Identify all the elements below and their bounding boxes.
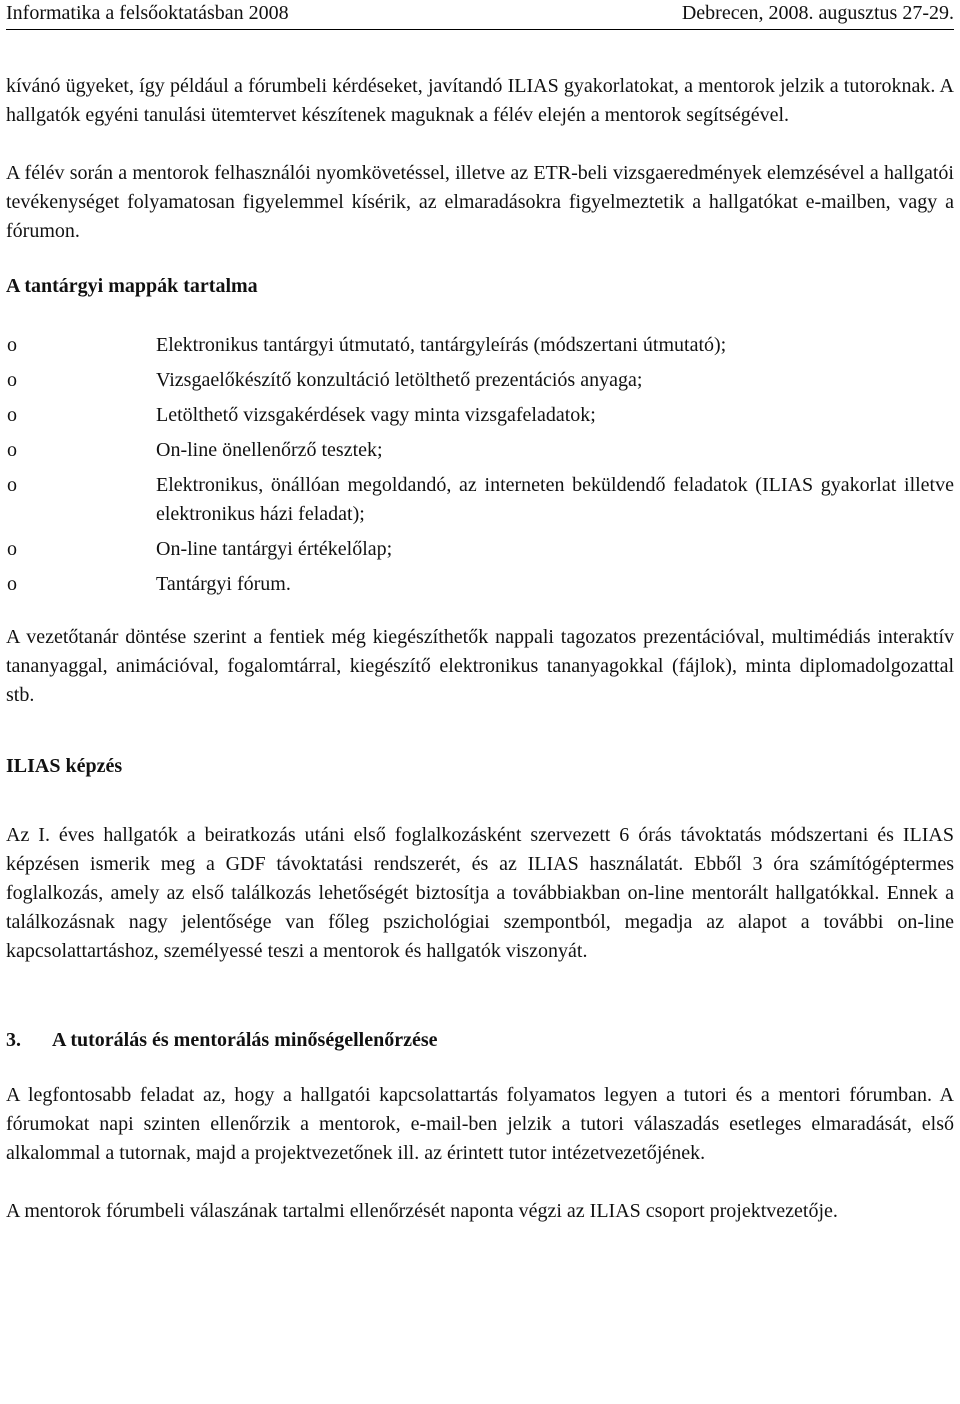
list-item-text: Letölthető vizsgakérdések vagy minta vizsgafeladatok; (156, 404, 596, 426)
paragraph-mentor-tracking: A félév során a mentorok felhasználói nyomkövetéssel, illetve az ETR-beli vizsgaeredmények elemzésével a hallgatói tevékenységet folyamatosan figyelemmel kísérik, az elmaradásokra figyelmeztetik a hallgatókat e-mailben, vagy a fórumon. (6, 162, 954, 242)
header-location-date: Debrecen, 2008. augusztus 27-29. (681, 2, 954, 24)
list-item-text: Elektronikus, önállóan megoldandó, az interneten beküldendő feladatok (ILIAS gyakorlat illetve elektronikus házi feladat); (156, 474, 954, 525)
list-item (6, 401, 954, 430)
section-title: A tutorálás és mentorálás minőségellenőrzése (52, 1029, 438, 1051)
list-item (6, 436, 954, 465)
bullet-marker: o (7, 369, 17, 391)
list-item-text: Vizsgaelőkészítő konzultáció letölthető prezentációs anyaga; (156, 369, 643, 391)
paragraph-continuation: kívánó ügyeket, így például a fórumbeli kérdéseket, javítandó ILIAS gyakorlatokat, a mentorok jelzik a tutoroknak. A hallgatók egyéni tanulási ütemtervet készítenek maguknak a félév elején a mentorok segítségével. (6, 75, 954, 126)
heading-quality-control (6, 1026, 954, 1055)
bullet-marker: o (7, 439, 17, 461)
paragraph-content-review: A mentorok fórumbeli válaszának tartalmi ellenőrzését naponta végzi az ILIAS csoport projektvezetője. (6, 1200, 838, 1222)
list-item (6, 471, 954, 529)
list-item (6, 331, 954, 360)
list-item (6, 570, 954, 599)
document-body (6, 72, 954, 1226)
header-conference-title: Informatika a felsőoktatásban 2008 (6, 2, 289, 24)
bullet-marker: o (7, 538, 17, 560)
list-item (6, 535, 954, 564)
bullet-marker: o (7, 573, 17, 595)
course-folder-list (6, 331, 954, 599)
section-number: 3. (6, 1029, 21, 1051)
paragraph-ilias-training: Az I. éves hallgatók a beiratkozás utáni első foglalkozásként szervezett 6 órás távoktatás módszertani és ILIAS képzésen ismerik meg a GDF távoktatási rendszerét, és az ILIAS használatát. Ebből 3 óra számítógéptermes foglalkozás, amely az első találkozás lehetőségét biztosítja a továbbiakban on-line mentorált hallgatókkal. Ennek a találkozásnak nagy jelentősége van főleg pszichológiai szempontból, megadja az alapot a további on-line kapcsolattartáshoz, személyessé teszi a mentorok és hallgatók viszonyát. (6, 824, 954, 962)
bullet-marker: o (7, 334, 17, 356)
list-item-text: On-line tantárgyi értékelőlap; (156, 538, 393, 560)
list-item-text: On-line önellenőrző tesztek; (156, 439, 383, 461)
paragraph-supplements: A vezetőtanár döntése szerint a fentiek még kiegészíthetők nappali tagozatos prezentációval, multimédiás interaktív tananyaggal, animációval, fogalomtárral, kiegészítő elektronikus tananyagokkal (fájlok), minta diplomadolgozattal stb. (6, 626, 954, 706)
list-item-text: Elektronikus tantárgyi útmutató, tantárgyleírás (módszertani útmutató); (156, 334, 727, 356)
page-header (6, 0, 954, 30)
heading-ilias-training: ILIAS képzés (6, 755, 123, 777)
paragraph-forum-monitoring: A legfontosabb feladat az, hogy a hallgatói kapcsolattartás folyamatos legyen a tutori és a mentori fórumban. A fórumokat napi szinten ellenőrzik a mentorok, e-mail-ben jelzik a tutori válaszadás esetleges elmaradását, első alkalommal a tutornak, majd a projektvezetőnek ill. az érintett tutor intézetvezetőjének. (6, 1084, 954, 1164)
bullet-marker: o (7, 474, 17, 496)
heading-course-folder-contents: A tantárgyi mappák tartalma (6, 275, 258, 297)
list-item (6, 366, 954, 395)
bullet-marker: o (7, 404, 17, 426)
list-item-text: Tantárgyi fórum. (156, 573, 291, 595)
